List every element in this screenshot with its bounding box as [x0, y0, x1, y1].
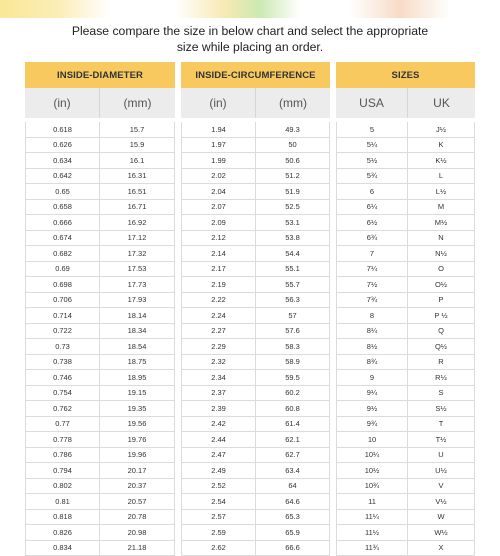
table-row — [25, 525, 475, 541]
decorative-splash-banner — [0, 0, 500, 18]
cell-diameter-mm: 17.12 — [100, 231, 175, 247]
cell-diameter-in: 0.77 — [25, 417, 100, 433]
cell-circumference-in: 2.32 — [181, 355, 256, 371]
cell-circumference-in: 2.22 — [181, 293, 256, 309]
cell-diameter-mm: 20.57 — [100, 494, 175, 510]
cell-circumference-in: 2.57 — [181, 510, 256, 526]
cell-diameter-in: 0.674 — [25, 231, 100, 247]
cell-diameter-in: 0.834 — [25, 541, 100, 556]
cell-size-uk: V½ — [408, 494, 475, 510]
cell-circumference-in: 2.12 — [181, 231, 256, 247]
cell-circumference-in: 2.54 — [181, 494, 256, 510]
cell-diameter-mm: 16.92 — [100, 215, 175, 231]
table-row — [25, 370, 475, 386]
cell-diameter-mm: 15.9 — [100, 138, 175, 154]
cell-diameter-mm: 16.71 — [100, 200, 175, 216]
unit-diameter-mm: (mm) — [100, 88, 175, 118]
cell-diameter-mm: 17.93 — [100, 293, 175, 309]
unit-diameter-in: (in) — [25, 88, 100, 118]
cell-size-usa: 6¾ — [336, 231, 408, 247]
cell-circumference-in: 2.17 — [181, 262, 256, 278]
cell-circumference-mm: 58.3 — [256, 339, 330, 355]
cell-circumference-in: 2.47 — [181, 448, 256, 464]
cell-circumference-mm: 58.9 — [256, 355, 330, 371]
table-row — [25, 324, 475, 340]
cell-diameter-in: 0.818 — [25, 510, 100, 526]
cell-circumference-in: 2.29 — [181, 339, 256, 355]
header-sizes: SIZES — [336, 62, 475, 88]
size-instructions — [0, 23, 500, 55]
cell-circumference-in: 2.14 — [181, 246, 256, 262]
cell-diameter-in: 0.746 — [25, 370, 100, 386]
table-row — [25, 494, 475, 510]
cell-size-uk: L — [408, 169, 475, 185]
cell-diameter-mm: 18.34 — [100, 324, 175, 340]
cell-circumference-mm: 62.1 — [256, 432, 330, 448]
cell-circumference-in: 2.59 — [181, 525, 256, 541]
table-row — [25, 448, 475, 464]
cell-diameter-mm: 17.32 — [100, 246, 175, 262]
cell-diameter-mm: 16.51 — [100, 184, 175, 200]
cell-size-uk: S½ — [408, 401, 475, 417]
cell-diameter-in: 0.778 — [25, 432, 100, 448]
cell-size-uk: O½ — [408, 277, 475, 293]
cell-size-usa: 10 — [336, 432, 408, 448]
table-row — [25, 122, 475, 138]
cell-diameter-mm: 21.18 — [100, 541, 175, 556]
ring-size-chart — [25, 62, 475, 500]
cell-diameter-mm: 19.15 — [100, 386, 175, 402]
cell-size-uk: J½ — [408, 122, 475, 138]
cell-diameter-in: 0.634 — [25, 153, 100, 169]
cell-size-uk: O — [408, 262, 475, 278]
table-row — [25, 308, 475, 324]
cell-circumference-mm: 51.2 — [256, 169, 330, 185]
cell-size-uk: R — [408, 355, 475, 371]
cell-size-uk: P — [408, 293, 475, 309]
cell-size-usa: 9 — [336, 370, 408, 386]
cell-diameter-in: 0.642 — [25, 169, 100, 185]
cell-size-uk: L½ — [408, 184, 475, 200]
cell-size-uk: Q½ — [408, 339, 475, 355]
table-row — [25, 246, 475, 262]
cell-circumference-mm: 55.7 — [256, 277, 330, 293]
cell-circumference-mm: 53.1 — [256, 215, 330, 231]
table-row — [25, 138, 475, 154]
cell-circumference-mm: 60.2 — [256, 386, 330, 402]
cell-size-uk: W½ — [408, 525, 475, 541]
cell-diameter-in: 0.722 — [25, 324, 100, 340]
cell-circumference-in: 2.09 — [181, 215, 256, 231]
cell-size-usa: 9¼ — [336, 386, 408, 402]
cell-size-uk: Q — [408, 324, 475, 340]
cell-size-usa: 10½ — [336, 463, 408, 479]
cell-diameter-in: 0.65 — [25, 184, 100, 200]
cell-circumference-mm: 66.6 — [256, 541, 330, 556]
cell-diameter-mm: 18.75 — [100, 355, 175, 371]
cell-diameter-mm: 19.96 — [100, 448, 175, 464]
cell-diameter-in: 0.618 — [25, 122, 100, 138]
cell-size-uk: N — [408, 231, 475, 247]
cell-circumference-in: 2.37 — [181, 386, 256, 402]
cell-size-uk: R½ — [408, 370, 475, 386]
cell-circumference-mm: 60.8 — [256, 401, 330, 417]
cell-circumference-mm: 65.9 — [256, 525, 330, 541]
cell-size-usa: 6¼ — [336, 200, 408, 216]
cell-diameter-in: 0.626 — [25, 138, 100, 154]
cell-size-uk: T — [408, 417, 475, 433]
cell-diameter-in: 0.826 — [25, 525, 100, 541]
cell-circumference-mm: 51.9 — [256, 184, 330, 200]
table-row — [25, 262, 475, 278]
table-row — [25, 200, 475, 216]
cell-diameter-in: 0.658 — [25, 200, 100, 216]
cell-size-uk: U — [408, 448, 475, 464]
cell-size-usa: 10¾ — [336, 479, 408, 495]
cell-circumference-mm: 54.4 — [256, 246, 330, 262]
table-row — [25, 215, 475, 231]
cell-size-usa: 9¾ — [336, 417, 408, 433]
cell-size-usa: 5¾ — [336, 169, 408, 185]
cell-circumference-in: 1.94 — [181, 122, 256, 138]
unit-circumference-in: (in) — [181, 88, 256, 118]
cell-diameter-in: 0.698 — [25, 277, 100, 293]
table-row — [25, 432, 475, 448]
cell-size-uk: M — [408, 200, 475, 216]
cell-diameter-in: 0.762 — [25, 401, 100, 417]
cell-circumference-mm: 62.7 — [256, 448, 330, 464]
cell-size-usa: 6½ — [336, 215, 408, 231]
table-row — [25, 479, 475, 495]
cell-circumference-mm: 65.3 — [256, 510, 330, 526]
cell-circumference-in: 2.24 — [181, 308, 256, 324]
cell-circumference-in: 2.62 — [181, 541, 256, 556]
cell-diameter-in: 0.706 — [25, 293, 100, 309]
cell-circumference-in: 2.27 — [181, 324, 256, 340]
cell-size-usa: 7¼ — [336, 262, 408, 278]
cell-size-usa: 5½ — [336, 153, 408, 169]
cell-circumference-in: 1.97 — [181, 138, 256, 154]
cell-circumference-mm: 53.8 — [256, 231, 330, 247]
cell-diameter-mm: 15.7 — [100, 122, 175, 138]
cell-diameter-in: 0.81 — [25, 494, 100, 510]
cell-diameter-in: 0.794 — [25, 463, 100, 479]
table-row — [25, 510, 475, 526]
cell-circumference-mm: 64 — [256, 479, 330, 495]
table-row — [25, 401, 475, 417]
cell-circumference-mm: 61.4 — [256, 417, 330, 433]
cell-circumference-in: 2.42 — [181, 417, 256, 433]
cell-circumference-mm: 57.6 — [256, 324, 330, 340]
cell-size-usa: 11¾ — [336, 541, 408, 556]
cell-diameter-mm: 20.17 — [100, 463, 175, 479]
cell-circumference-mm: 64.6 — [256, 494, 330, 510]
cell-diameter-mm: 16.31 — [100, 169, 175, 185]
cell-circumference-in: 1.99 — [181, 153, 256, 169]
cell-size-usa: 11 — [336, 494, 408, 510]
cell-diameter-mm: 16.1 — [100, 153, 175, 169]
cell-diameter-mm: 20.78 — [100, 510, 175, 526]
cell-circumference-mm: 57 — [256, 308, 330, 324]
cell-diameter-in: 0.682 — [25, 246, 100, 262]
cell-circumference-in: 2.39 — [181, 401, 256, 417]
cell-size-usa: 11¼ — [336, 510, 408, 526]
cell-size-usa: 8¼ — [336, 324, 408, 340]
cell-diameter-mm: 20.37 — [100, 479, 175, 495]
cell-size-usa: 5 — [336, 122, 408, 138]
cell-size-uk: S — [408, 386, 475, 402]
cell-circumference-in: 2.07 — [181, 200, 256, 216]
cell-circumference-in: 2.49 — [181, 463, 256, 479]
cell-size-uk: T½ — [408, 432, 475, 448]
cell-diameter-in: 0.786 — [25, 448, 100, 464]
cell-circumference-mm: 59.5 — [256, 370, 330, 386]
cell-diameter-mm: 17.53 — [100, 262, 175, 278]
cell-diameter-in: 0.714 — [25, 308, 100, 324]
cell-diameter-mm: 17.73 — [100, 277, 175, 293]
cell-size-usa: 9½ — [336, 401, 408, 417]
table-row — [25, 169, 475, 185]
cell-size-usa: 7¾ — [336, 293, 408, 309]
table-row — [25, 463, 475, 479]
cell-circumference-in: 2.02 — [181, 169, 256, 185]
unit-circumference-mm: (mm) — [256, 88, 330, 118]
cell-diameter-in: 0.73 — [25, 339, 100, 355]
cell-circumference-in: 2.52 — [181, 479, 256, 495]
chart-header-row — [25, 62, 475, 88]
cell-diameter-mm: 19.76 — [100, 432, 175, 448]
chart-unit-row — [25, 88, 475, 118]
unit-size-usa: USA — [336, 88, 408, 118]
cell-circumference-in: 2.34 — [181, 370, 256, 386]
cell-size-usa: 7 — [336, 246, 408, 262]
cell-circumference-mm: 50 — [256, 138, 330, 154]
cell-size-usa: 10¼ — [336, 448, 408, 464]
cell-diameter-mm: 18.95 — [100, 370, 175, 386]
cell-circumference-mm: 49.3 — [256, 122, 330, 138]
cell-diameter-in: 0.69 — [25, 262, 100, 278]
cell-circumference-mm: 50.6 — [256, 153, 330, 169]
cell-size-usa: 6 — [336, 184, 408, 200]
cell-size-uk: M½ — [408, 215, 475, 231]
cell-circumference-in: 2.44 — [181, 432, 256, 448]
cell-diameter-mm: 20.98 — [100, 525, 175, 541]
table-row — [25, 386, 475, 402]
table-row — [25, 339, 475, 355]
cell-size-usa: 11½ — [336, 525, 408, 541]
cell-size-usa: 8¾ — [336, 355, 408, 371]
instruction-line-1: Please compare the size in below chart and select the appropriate — [0, 23, 500, 39]
cell-diameter-mm: 19.35 — [100, 401, 175, 417]
chart-body — [25, 122, 475, 556]
cell-size-uk: W — [408, 510, 475, 526]
cell-diameter-in: 0.754 — [25, 386, 100, 402]
cell-diameter-mm: 19.56 — [100, 417, 175, 433]
table-row — [25, 541, 475, 556]
cell-diameter-in: 0.802 — [25, 479, 100, 495]
cell-diameter-in: 0.666 — [25, 215, 100, 231]
cell-size-usa: 5¼ — [336, 138, 408, 154]
cell-size-uk: V — [408, 479, 475, 495]
cell-size-uk: K½ — [408, 153, 475, 169]
unit-size-uk: UK — [408, 88, 475, 118]
table-row — [25, 231, 475, 247]
cell-size-uk: U½ — [408, 463, 475, 479]
table-row — [25, 355, 475, 371]
cell-size-uk: P ½ — [408, 308, 475, 324]
table-row — [25, 153, 475, 169]
cell-size-uk: K — [408, 138, 475, 154]
header-inside-diameter: INSIDE-DIAMETER — [25, 62, 175, 88]
cell-size-usa: 8½ — [336, 339, 408, 355]
cell-diameter-mm: 18.14 — [100, 308, 175, 324]
cell-circumference-mm: 63.4 — [256, 463, 330, 479]
cell-circumference-mm: 55.1 — [256, 262, 330, 278]
cell-diameter-in: 0.738 — [25, 355, 100, 371]
cell-size-usa: 7½ — [336, 277, 408, 293]
table-row — [25, 184, 475, 200]
cell-size-uk: N½ — [408, 246, 475, 262]
cell-circumference-mm: 52.5 — [256, 200, 330, 216]
header-inside-circumference: INSIDE-CIRCUMFERENCE — [181, 62, 330, 88]
table-row — [25, 277, 475, 293]
cell-circumference-in: 2.04 — [181, 184, 256, 200]
cell-circumference-in: 2.19 — [181, 277, 256, 293]
instruction-line-2: size while placing an order. — [0, 39, 500, 55]
cell-diameter-mm: 18.54 — [100, 339, 175, 355]
table-row — [25, 293, 475, 309]
table-row — [25, 417, 475, 433]
cell-size-uk: X — [408, 541, 475, 556]
cell-size-usa: 8 — [336, 308, 408, 324]
cell-circumference-mm: 56.3 — [256, 293, 330, 309]
